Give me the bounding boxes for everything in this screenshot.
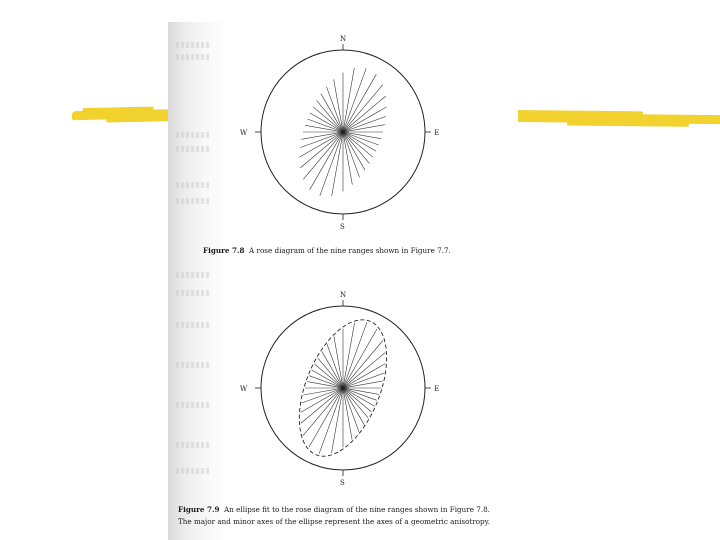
figure-label: Figure 7.9	[178, 505, 220, 514]
caption-text: A rose diagram of the nine ranges shown in Figure 7.7.	[249, 246, 451, 255]
bleed-through-text	[176, 442, 210, 448]
bleed-through-text	[176, 402, 210, 408]
bleed-through-text	[176, 146, 210, 152]
compass-label-east: E	[434, 129, 440, 137]
rose-center	[341, 386, 345, 390]
compass-label-south: S	[340, 479, 345, 487]
compass-label-north: N	[340, 35, 347, 43]
bleed-through-text	[176, 54, 210, 60]
bleed-through-text	[176, 322, 210, 328]
figure-7-9-caption	[178, 504, 490, 527]
yellow-highlighter-stroke-right	[500, 113, 720, 124]
bleed-through-text	[176, 198, 210, 204]
compass-label-east: E	[434, 385, 440, 393]
caption-text-line2: The major and minor axes of the ellipse represent the axes of a geometric anisotropy.	[178, 516, 491, 526]
bleed-through-text	[176, 290, 210, 296]
rose-center	[341, 130, 345, 134]
rose-diagram-figure	[230, 30, 460, 235]
bleed-through-text	[176, 182, 210, 188]
bleed-through-text	[176, 132, 210, 138]
figure-7-8-caption	[203, 246, 451, 255]
ellipse-fit-figure	[230, 288, 460, 493]
rose-spokes	[300, 68, 387, 196]
bleed-through-text	[176, 362, 210, 368]
figure-label: Figure 7.8	[203, 246, 245, 255]
bleed-through-text	[176, 42, 210, 48]
bleed-through-text	[176, 468, 210, 474]
rose-spokes	[301, 322, 386, 453]
compass-label-west: W	[240, 129, 248, 137]
caption-text-line1: An ellipse fit to the rose diagram of the nine ranges shown in Figure 7.8.	[224, 505, 490, 514]
compass-label-west: W	[240, 385, 248, 393]
compass-label-north: N	[340, 291, 347, 299]
compass-label-south: S	[340, 223, 345, 231]
bleed-through-text	[176, 272, 210, 278]
